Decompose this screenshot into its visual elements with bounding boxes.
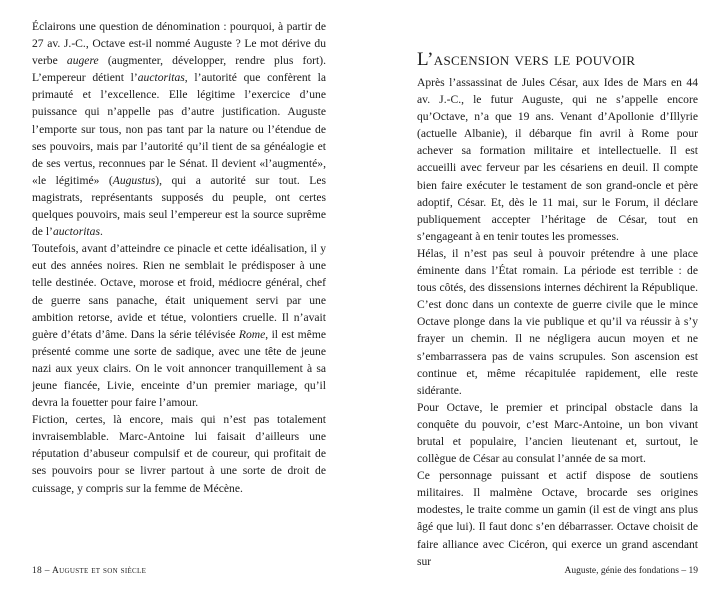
chapter-heading: L’ascension vers le pouvoir [417, 48, 636, 70]
left-page-footer: 18 – Auguste et son siècle [32, 566, 147, 576]
right-paragraph [417, 74, 698, 245]
right-page-footer: Auguste, génie des fondations – 19 [564, 566, 698, 576]
right-paragraph [417, 245, 698, 399]
right-page [417, 0, 698, 596]
text-run: Pour Octave, le premier et principal obstacle dans la conquête du pouvoir, c’est Marc-Antoine, un bon vivant brutal et populaire, l’ancien lieutenant et, surtout, le collègue de César au consulat l’année de sa mort. [417, 400, 698, 466]
text-run: . [99, 225, 103, 239]
italic-term: auctoritas [52, 225, 100, 239]
left-paragraph [32, 240, 326, 411]
italic-term: augere [66, 54, 99, 68]
text-run: (augmenter, développer, rendre plus fort). L’empereur détient l’ [32, 54, 326, 85]
left-paragraph [32, 18, 326, 240]
right-paragraph [417, 467, 698, 570]
text-run: , l’autorité que confèrent la primauté et l’excellence. Elle légitime l’exercice d’une puissance qui n’appelle pas d’autre justification. Auguste l’emporte sur tous, non pas tant par la nature ou l’étendue de ses pouvoirs, mais par l’autorité qu’il tient de sa généalogie et de ses vertus, reconnues par le Sénat. Il devient «l’augmenté», «le légitimé» ( [32, 71, 326, 187]
text-run: Fiction, certes, là encore, mais qui n’est pas totalement invraisemblable. Marc-Antoine lui faisait d’ailleurs une réputation d’abuseur compulsif et de coureur, qui profitait de ses pouvoirs pour se livrer partout à une sorte de droit de cuissage, y compris sur la femme de Mécène. [32, 413, 326, 495]
right-page-body [417, 74, 698, 570]
italic-term: Augustus [112, 173, 156, 187]
italic-term: Rome [238, 327, 266, 341]
text-run: Hélas, il n’est pas seul à pouvoir prétendre à une place éminente dans l’État romain. La période est terrible : de tous côtés, des dissensions internes déchirent la République. C’est donc dans un contexte de guerre civile que le mince Octave plonge dans la vie publique et qu’il va réussir à s’y frayer un chemin. Il ne négligera aucun moyen et ne s’embarrassera pas de vains scrupules. Son ascension est continue et, même récapitulée rapidement, elle reste sidérante. [417, 246, 698, 397]
text-run: , il est même présenté comme une sorte de sadique, avec une tête de jeune nazi aux yeux clairs. On le voit annoncer tranquillement à sa jeune fiancée, Livie, enceinte d’un premier mariage, qu’il devra la fouetter pour faire l’amour. [32, 327, 326, 410]
text-run: Après l’assassinat de Jules César, aux Ides de Mars en 44 av. J.-C., le futur Auguste, qui ne s’appelle encore qu’Octave, n’a que 19 ans. Venant d’Apollonie d’Illyrie (actuelle Albanie), il débarque fin avril à Rome pour achever sa formation militaire et intellectuelle. Il est accueilli avec ferveur par les césariens en deuil. Il compte bien faire exécuter le testament de son grand-oncle et père adoptif, César. Et, dès le 11 mai, sur le Forum, il déclare publiquement accepter l’héritage de César, tout en s’engageant à en tenir toutes les promesses. [417, 76, 698, 243]
text-run: Éclairons une question de dénomination : pourquoi, à partir de 27 av. J.-C., Octave est-il nommé Auguste ? Le mot dérive du verbe [32, 20, 326, 68]
left-paragraph [32, 411, 326, 496]
text-run: Ce personnage puissant et actif dispose de soutiens militaires. Il malmène Octave, brocarde ses origines modestes, le traite comme un gamin (il est de vingt ans plus âgé que lui). Il faut donc s’en débarrasser. Octave choisit de faire alliance avec Cicéron, qui exerce un grand ascendant sur [417, 469, 698, 568]
text-run: Toutefois, avant d’atteindre ce pinacle et cette idéalisation, il y eut des années noires. Rien ne semblait le prédisposer à une telle destinée. Octave, morose et froid, médiocre général, chef de guerre sans panache, était uniquement servi par une ambition retorse, avide et tétue, volontiers cruelle. Il n’avait guère d’états d’âme. Dans la série télévisée [32, 242, 326, 341]
italic-term: auctoritas [137, 71, 185, 85]
text-run: ), qui a autorité sur tout. Les magistrats, représentants supposés du peuple, ont certes quelques pouvoirs, mais seul l’empereur est la source suprême de l’ [32, 173, 326, 239]
right-paragraph [417, 399, 698, 467]
left-page-body [32, 18, 326, 497]
left-page [32, 0, 326, 596]
